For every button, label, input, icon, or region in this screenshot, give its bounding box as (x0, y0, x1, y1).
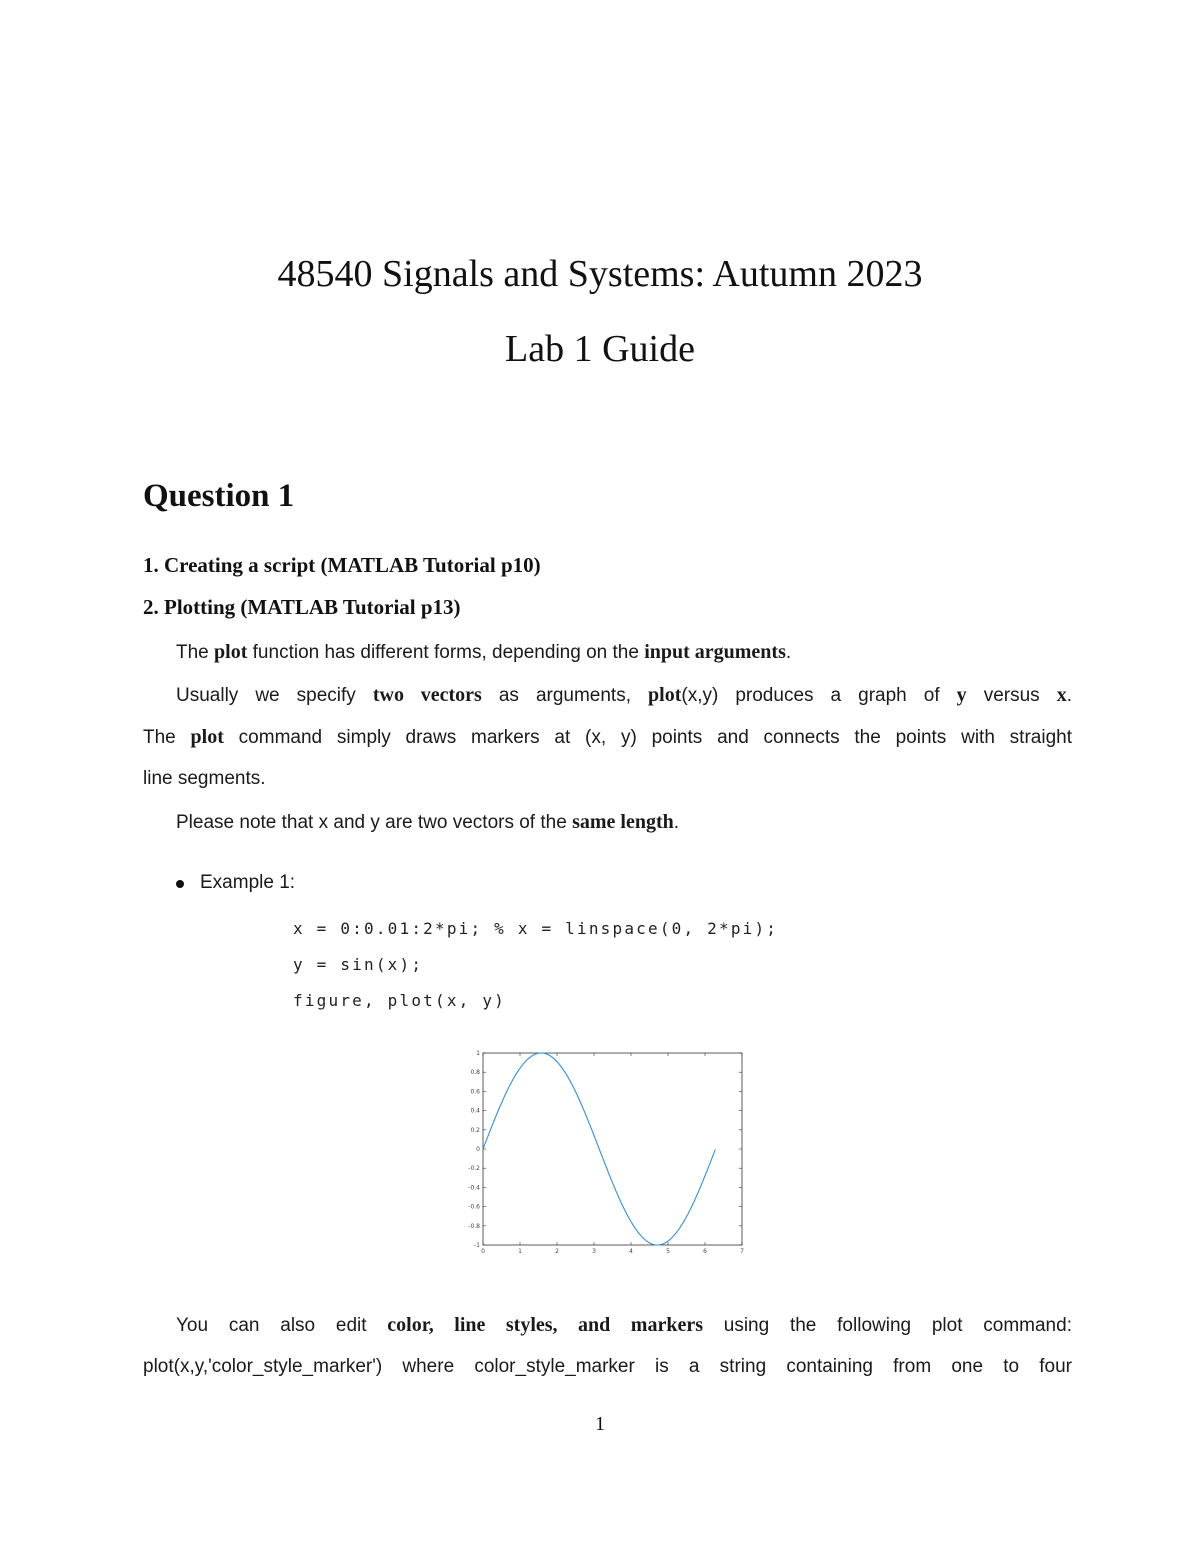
example-label: Example 1: (200, 872, 296, 893)
x-tick-label: 7 (740, 1248, 744, 1255)
paragraph-same-length: Please note that x and y are two vectors of the same length. (176, 811, 680, 833)
x-tick-label: 2 (555, 1248, 559, 1255)
y-tick-label: -0.6 (468, 1203, 480, 1211)
page-number: 1 (595, 1413, 605, 1435)
y-tick-label: 0.4 (470, 1107, 480, 1115)
item-plotting (143, 595, 461, 620)
plot-axes-box (483, 1053, 742, 1245)
y-tick-label: 1 (476, 1050, 480, 1057)
code-line-2: y = sin(x); (293, 955, 424, 974)
paragraph-color-style-marker: plot(x,y,'color_style_marker') where color_style_marker is a string containing from one to four (143, 1356, 1072, 1377)
question-heading: Question 1 (143, 478, 295, 514)
y-tick-label: 0.2 (470, 1126, 480, 1134)
item-number: 2. (143, 595, 159, 619)
paragraph-markers-cont: line segments. (143, 768, 266, 789)
paragraph-edit-styles: You can also edit color, line styles, and markers using the following plot command: (176, 1314, 1072, 1336)
x-tick-label: 5 (666, 1248, 670, 1255)
item-number: 1. (143, 553, 159, 577)
y-tick-label: -0.8 (468, 1222, 480, 1230)
y-tick-label: 0.8 (470, 1069, 480, 1077)
document-subtitle: Lab 1 Guide (505, 328, 695, 370)
x-tick-label: 6 (703, 1248, 707, 1255)
paragraph-markers: The plot command simply draws markers at (x, y) points and connects the points with straight (143, 726, 1072, 748)
y-tick-label: -0.4 (468, 1184, 480, 1192)
y-tick-label: -1 (474, 1242, 480, 1249)
paragraph-plot-forms: The plot function has different forms, depending on the input arguments. (176, 641, 792, 663)
paragraph-two-vectors: Usually we specify two vectors as arguments, plot(x,y) produces a graph of y versus x. (176, 684, 1072, 706)
sine-plot (470, 1045, 760, 1260)
y-tick-label: 0.6 (470, 1088, 480, 1096)
code-line-1: x = 0:0.01:2*pi; % x = linspace(0, 2*pi); (293, 919, 779, 938)
item-text: Plotting (MATLAB Tutorial p13) (164, 595, 461, 619)
y-tick-label: -0.2 (468, 1165, 480, 1173)
item-text: Creating a script (MATLAB Tutorial p10) (164, 553, 541, 577)
x-tick-label: 4 (629, 1248, 633, 1255)
item-creating-script (143, 553, 541, 578)
x-tick-label: 0 (481, 1248, 485, 1255)
x-tick-label: 1 (518, 1248, 522, 1255)
x-tick-label: 3 (592, 1248, 596, 1255)
code-line-3: figure, plot(x, y) (293, 991, 506, 1010)
document-title: 48540 Signals and Systems: Autumn 2023 (277, 253, 923, 295)
bullet-icon (176, 880, 184, 888)
y-tick-label: 0 (476, 1146, 480, 1153)
